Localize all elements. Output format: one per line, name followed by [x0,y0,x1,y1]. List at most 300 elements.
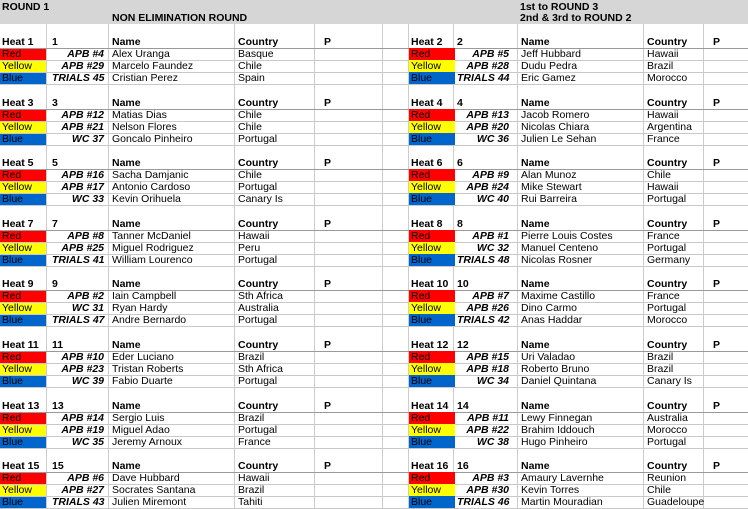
heat-label: Heat 12 [411,339,449,351]
surfer-country: Brazil [647,60,674,72]
jersey-color-cell: Yellow [409,181,455,193]
heat-label: Heat 3 [2,97,34,109]
surfer-country: Peru [238,242,261,254]
surfer-country: Hawaii [647,48,679,60]
surfer-country: Tahiti [238,496,263,508]
jersey-color-cell: Red [409,412,455,424]
surfer-country: Portugal [238,254,278,266]
surfer-name: Sergio Luis [112,412,165,424]
seed-cell: APB #4 [67,48,104,60]
heat-number: 14 [457,400,469,412]
name-column-header: Name [112,460,141,472]
jersey-color-cell: Red [0,351,46,363]
jersey-color-cell: Red [0,109,46,121]
seed-cell: APB #22 [466,424,509,436]
jersey-color-cell: Yellow [0,424,46,436]
surfer-country: Chile [647,169,671,181]
surfer-country: Guadeloupe [647,496,705,508]
heat-label: Heat 5 [2,157,34,169]
seed-cell: APB #16 [61,169,104,181]
seed-cell: WC 37 [71,133,104,145]
seed-cell: APB #20 [466,121,509,133]
jersey-color-cell: Yellow [409,60,455,72]
surfer-row [0,72,748,85]
points-cell[interactable] [707,193,727,205]
jersey-color-cell: Blue [409,193,455,205]
surfer-country: Portugal [647,302,687,314]
heat-number: 11 [52,339,64,351]
country-column-header: Country [647,97,688,109]
name-column-header: Name [521,278,550,290]
heat-number: 8 [457,218,463,230]
jersey-color-cell: Yellow [0,121,46,133]
seed-cell: APB #3 [472,472,509,484]
surfer-country: Morocco [647,424,688,436]
jersey-color-cell: Red [0,412,46,424]
surfer-name: Amaury Lavernhe [521,472,604,484]
surfer-name: Eder Luciano [112,351,174,363]
surfer-name: Nicolas Chiara [521,121,590,133]
seed-cell: APB #29 [61,60,104,72]
surfer-name: Kevin Orihuela [112,193,181,205]
heat-number: 2 [457,36,463,48]
round-label: ROUND 1 [2,1,50,13]
points-cell[interactable] [707,230,727,242]
surfer-name: Andre Bernardo [112,314,187,326]
surfer-country: Australia [238,302,279,314]
seed-cell: APB #10 [61,351,104,363]
heat-label: Heat 16 [411,460,449,472]
points-cell[interactable] [707,496,727,508]
name-column-header: Name [521,460,550,472]
surfer-name: Iain Campbell [112,290,177,302]
jersey-color-cell: Yellow [0,363,46,375]
points-column-header: P [324,218,332,230]
seed-cell: TRIALS 41 [52,254,105,266]
country-column-header: Country [238,157,279,169]
surfer-country: Chile [238,169,262,181]
surfer-name: Lewy Finnegan [521,412,593,424]
jersey-color-cell: Red [409,109,455,121]
points-cell[interactable] [707,290,727,302]
seed-cell: APB #25 [61,242,104,254]
heat-number: 13 [52,400,64,412]
surfer-name: William Lourenco [112,254,193,266]
name-column-header: Name [521,97,550,109]
surfer-name: Daniel Quintana [521,375,597,387]
jersey-color-cell: Yellow [409,242,455,254]
points-column-header: P [324,400,332,412]
points-cell[interactable] [707,424,727,436]
surfer-name: Pierre Louis Costes [521,230,613,242]
seed-cell: WC 39 [71,375,104,387]
surfer-row [0,436,748,449]
seed-cell: WC 31 [71,302,104,314]
seed-cell: WC 35 [71,436,104,448]
surfer-country: Basque [238,48,274,60]
surfer-name: Rui Barreira [521,193,578,205]
surfer-row [0,496,748,509]
surfer-name: Martin Mouradian [521,496,603,508]
surfer-name: Nicolas Rosner [521,254,593,266]
advance-line-1: 1st to ROUND 3 [520,1,599,13]
surfer-name: Dudu Pedra [521,60,578,72]
jersey-color-cell: Yellow [0,242,46,254]
jersey-color-cell: Blue [0,314,46,326]
surfer-country: Sth Africa [238,363,283,375]
seed-cell: APB #2 [67,290,104,302]
surfer-country: Portugal [647,193,687,205]
heat-label: Heat 9 [2,278,34,290]
surfer-country: Portugal [238,314,278,326]
points-column-header: P [713,460,721,472]
country-column-header: Country [238,339,279,351]
country-column-header: Country [238,460,279,472]
points-column-header: P [324,97,332,109]
points-cell[interactable] [707,314,727,326]
heat-number: 1 [52,36,58,48]
jersey-color-cell: Red [409,169,455,181]
surfer-country: Hawaii [238,230,270,242]
jersey-color-cell: Blue [409,72,455,84]
points-cell[interactable] [707,60,727,72]
surfer-country: Canary Is [238,193,283,205]
surfer-country: Germany [647,254,691,266]
jersey-color-cell: Yellow [409,121,455,133]
surfer-name: Miguel Rodriguez [112,242,194,254]
surfer-name: Julien Le Sehan [521,133,597,145]
heat-label: Heat 15 [2,460,40,472]
jersey-color-cell: Blue [0,133,46,145]
surfer-name: Sacha Damjanic [112,169,189,181]
surfer-name: Jacob Romero [521,109,590,121]
jersey-color-cell: Red [409,351,455,363]
name-column-header: Name [521,157,550,169]
surfer-country: Australia [647,412,688,424]
jersey-color-cell: Yellow [409,484,455,496]
seed-cell: WC 38 [476,436,509,448]
surfer-country: Portugal [238,375,278,387]
seed-cell: WC 40 [476,193,509,205]
points-column-header: P [324,36,332,48]
surfer-name: Miguel Adao [112,424,170,436]
surfer-row [0,375,748,388]
jersey-color-cell: Blue [0,72,46,84]
surfer-name: Alex Uranga [112,48,170,60]
jersey-color-cell: Blue [0,496,46,508]
points-cell[interactable] [707,363,727,375]
surfer-name: Tristan Roberts [112,363,184,375]
surfer-name: Brahim Iddouch [521,424,595,436]
name-column-header: Name [521,218,550,230]
seed-cell: APB #14 [61,412,104,424]
jersey-color-cell: Yellow [0,484,46,496]
surfer-country: Argentina [647,121,692,133]
points-cell[interactable] [707,412,727,424]
points-cell[interactable] [707,436,727,448]
seed-cell: TRIALS 48 [457,254,510,266]
name-column-header: Name [112,218,141,230]
country-column-header: Country [647,218,688,230]
seed-cell: APB #21 [61,121,104,133]
heat-number: 15 [52,460,64,472]
surfer-name: Marcelo Faundez [112,60,194,72]
surfer-row [0,193,748,206]
jersey-color-cell: Blue [409,133,455,145]
surfer-name: Fabio Duarte [112,375,173,387]
seed-cell: TRIALS 43 [52,496,105,508]
surfer-country: Brazil [647,363,674,375]
surfer-name: Nelson Flores [112,121,177,133]
surfer-country: Reunion [647,472,687,484]
points-cell[interactable] [707,181,727,193]
points-column-header: P [713,278,721,290]
seed-cell: APB #27 [61,484,104,496]
seed-cell: TRIALS 42 [457,314,510,326]
surfer-name: Dave Hubbard [112,472,180,484]
points-cell[interactable] [707,375,727,387]
seed-cell: APB #11 [467,412,509,424]
seed-cell: TRIALS 45 [52,72,105,84]
seed-cell: APB #28 [466,60,509,72]
surfer-row [0,254,748,267]
seed-cell: APB #18 [466,363,509,375]
surfer-name: Mike Stewart [521,181,582,193]
country-column-header: Country [238,278,279,290]
jersey-color-cell: Red [409,48,455,60]
surfer-country: Morocco [647,314,688,326]
surfer-row [0,314,748,327]
country-column-header: Country [647,157,688,169]
heat-label: Heat 2 [411,36,443,48]
heat-label: Heat 1 [2,36,34,48]
surfer-name: Hugo Pinheiro [521,436,588,448]
name-column-header: Name [112,97,141,109]
surfer-country: France [647,230,680,242]
name-column-header: Name [112,400,141,412]
surfer-name: Julien Miremont [112,496,187,508]
surfer-country: Portugal [238,181,278,193]
surfer-name: Goncalo Pinheiro [112,133,193,145]
jersey-color-cell: Red [0,169,46,181]
surfer-country: France [238,436,271,448]
heat-label: Heat 13 [2,400,40,412]
heat-number: 4 [457,97,463,109]
surfer-name: Ryan Hardy [112,302,168,314]
surfer-name: Maxime Castillo [521,290,596,302]
country-column-header: Country [238,36,279,48]
points-cell[interactable] [707,242,727,254]
name-column-header: Name [521,400,550,412]
name-column-header: Name [112,157,141,169]
surfer-name: Alan Munoz [521,169,577,181]
heat-number: 12 [457,339,469,351]
seed-cell: APB #23 [61,363,104,375]
surfer-name: Kevin Torres [521,484,580,496]
surfer-country: Chile [238,60,262,72]
surfer-name: Jeff Hubbard [521,48,581,60]
points-column-header: P [713,400,721,412]
seed-cell: WC 36 [476,133,509,145]
name-column-header: Name [521,36,550,48]
name-column-header: Name [112,36,141,48]
seed-cell: WC 33 [71,193,104,205]
points-column-header: P [713,97,721,109]
seed-cell: APB #6 [67,472,104,484]
surfer-country: Portugal [647,242,687,254]
seed-cell: APB #7 [472,290,509,302]
jersey-color-cell: Red [0,48,46,60]
surfer-country: Sth Africa [238,290,283,302]
surfer-name: Cristian Perez [112,72,178,84]
surfer-name: Roberto Bruno [521,363,590,375]
points-cell[interactable] [707,484,727,496]
surfer-country: Chile [238,109,262,121]
surfer-country: Brazil [647,351,674,363]
heat-number: 10 [457,278,469,290]
heat-number: 16 [457,460,469,472]
points-cell[interactable] [707,351,727,363]
heat-label: Heat 10 [411,278,449,290]
points-cell[interactable] [707,109,727,121]
jersey-color-cell: Blue [409,436,455,448]
surfer-country: Hawaii [647,109,679,121]
seed-cell: APB #1 [472,230,509,242]
surfer-name: Eric Gamez [521,72,576,84]
seed-cell: TRIALS 44 [457,72,510,84]
jersey-color-cell: Blue [0,436,46,448]
heat-number: 5 [52,157,58,169]
surfer-country: Chile [238,121,262,133]
seed-cell: APB #19 [61,424,104,436]
points-cell[interactable] [707,121,727,133]
jersey-color-cell: Blue [0,375,46,387]
jersey-color-cell: Blue [409,375,455,387]
surfer-name: Anas Haddar [521,314,583,326]
points-column-header: P [713,218,721,230]
jersey-color-cell: Red [409,290,455,302]
surfer-country: Brazil [238,412,265,424]
jersey-color-cell: Blue [409,254,455,266]
surfer-name: Jeremy Arnoux [112,436,183,448]
seed-cell: WC 34 [476,375,509,387]
seed-cell: APB #24 [466,181,509,193]
surfer-name: Socrates Santana [112,484,196,496]
heat-number: 6 [457,157,463,169]
surfer-country: Chile [647,484,671,496]
jersey-color-cell: Blue [0,254,46,266]
surfer-name: Dino Carmo [521,302,578,314]
jersey-color-cell: Yellow [0,302,46,314]
heat-label: Heat 7 [2,218,34,230]
surfer-name: Antonio Cardoso [112,181,191,193]
heat-label: Heat 6 [411,157,443,169]
jersey-color-cell: Red [0,472,46,484]
points-cell[interactable] [707,302,727,314]
country-column-header: Country [238,97,279,109]
country-column-header: Country [647,278,688,290]
surfer-country: France [647,133,680,145]
sheet-header [0,0,748,24]
seed-cell: APB #12 [61,109,104,121]
heat-label: Heat 14 [411,400,449,412]
jersey-color-cell: Red [0,230,46,242]
seed-cell: APB #26 [466,302,509,314]
surfer-row [0,133,748,146]
name-column-header: Name [112,278,141,290]
points-cell[interactable] [707,472,727,484]
surfer-name: Matias Dias [112,109,167,121]
surfer-country: Hawaii [647,181,679,193]
country-column-header: Country [238,400,279,412]
points-cell[interactable] [707,72,727,84]
seed-cell: APB #5 [472,48,509,60]
seed-cell: APB #8 [67,230,104,242]
jersey-color-cell: Blue [0,193,46,205]
jersey-color-cell: Yellow [409,302,455,314]
seed-cell: APB #9 [472,169,509,181]
points-cell[interactable] [707,169,727,181]
country-column-header: Country [647,460,688,472]
points-cell[interactable] [707,133,727,145]
surfer-country: Hawaii [238,472,270,484]
points-column-header: P [324,460,332,472]
jersey-color-cell: Yellow [0,181,46,193]
seed-cell: APB #30 [466,484,509,496]
heat-label: Heat 4 [411,97,443,109]
country-column-header: Country [647,400,688,412]
heat-label: Heat 8 [411,218,443,230]
name-column-header: Name [112,339,141,351]
points-column-header: P [713,36,721,48]
name-column-header: Name [521,339,550,351]
heat-number: 3 [52,97,58,109]
heat-number: 7 [52,218,58,230]
surfer-country: Canary Is [647,375,692,387]
heat-number: 9 [52,278,58,290]
surfer-country: Brazil [238,484,265,496]
points-column-header: P [324,339,332,351]
advance-line-2: 2nd & 3rd to ROUND 2 [520,12,632,24]
round-format-label: NON ELIMINATION ROUND [112,12,248,24]
heat-label: Heat 11 [2,339,39,351]
points-column-header: P [324,157,332,169]
jersey-color-cell: Red [409,230,455,242]
surfer-country: France [647,290,680,302]
country-column-header: Country [647,36,688,48]
surfer-country: Portugal [647,436,687,448]
surfer-name: Manuel Centeno [521,242,599,254]
surfer-name: Uri Valadao [521,351,576,363]
points-column-header: P [324,278,332,290]
seed-cell: APB #13 [466,109,509,121]
points-column-header: P [713,339,721,351]
jersey-color-cell: Yellow [0,60,46,72]
seed-cell: WC 32 [476,242,509,254]
seed-cell: APB #17 [61,181,104,193]
seed-cell: APB #15 [466,351,509,363]
points-cell[interactable] [707,48,727,60]
points-column-header: P [713,157,721,169]
surfer-country: Portugal [238,133,278,145]
seed-cell: TRIALS 47 [52,314,105,326]
surfer-country: Morocco [647,72,688,84]
jersey-color-cell: Blue [409,496,455,508]
points-cell[interactable] [707,254,727,266]
country-column-header: Country [238,218,279,230]
jersey-color-cell: Yellow [409,424,455,436]
country-column-header: Country [647,339,688,351]
